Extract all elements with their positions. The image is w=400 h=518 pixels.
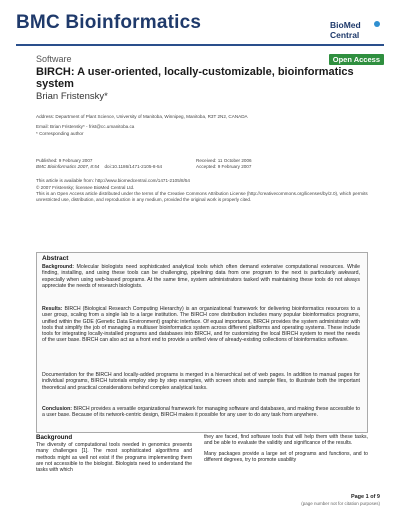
copyright-line: © 2007 Fristensky; licensee BioMed Central Ltd. [36,185,135,190]
publication-info [36,158,162,170]
doi-text: doi:10.1186/1471-2105-8-54 [104,164,163,170]
author-affiliation: Address: Department of Plant Science, University of Manitoba, Winnipeg, Manitoba, R3T 2N2, CANADA [36,114,248,119]
article-url[interactable]: This article is available from: http://www.biomedcentral.com/1471-2105/8/54 [36,178,190,183]
results-label: Results: [42,306,63,312]
logo-dot-icon [374,21,380,27]
body-paragraph: The diversity of computational tools needed in genomics presents many challenges [1]. The most sophisticated algorithms and methods might as well not exist if the programs implementing them are not accessible to the biologist. Biologists need to understand the tasks with which [36,442,192,474]
page-note: (page number not for citation purposes) [301,501,380,506]
publisher-logo-text: BioMed Central [330,20,361,40]
article-title: BIRCH: A user-oriented, locally-customizable, bioinformatics system [36,66,354,90]
page-number: Page 1 of 9 [350,494,380,500]
body-column-right [204,434,368,463]
conclusion-text: BIRCH provides a versatile organizational framework for managing software and databases, and making these accessible to a user base. Because of its network-centric design, BIRCH makes it possible for any user to do any task from anywhere. [42,406,360,419]
journal-title: BMC Bioinformatics [16,12,202,33]
author-name: Brian Fristensky* [36,91,108,102]
author-email: Email: Brian Fristensky* - frist@cc.umanitoba.ca [36,124,135,129]
citation-text: BMC Bioinformatics 2007, 8:54 [36,164,100,170]
abstract-documentation: Documentation for the BIRCH and locally-added programs is merged in a hierarchical set of web pages. In addition to manual pages for individual programs, BIRCH tutorials employ step by step examples, with screen shots and sample files, to illustrate both the important theoretical and practical considerations behind complex analytical tasks. [42,372,360,391]
citation-line [36,164,162,170]
body-paragraph: Many packages provide a large set of programs and functions, and to different degrees, try to promote usability [204,450,368,463]
abstract-conclusion [42,406,360,419]
copyright-block [36,185,376,204]
header-rule [16,44,384,46]
section-heading: Background [36,434,73,441]
review-dates [196,158,252,170]
background-text: Molecular biologists need sophisticated analytical tools which often demand extensive computational resources. While finding, installing, and using these tools can be challenging, pipelining data from one program to the next is particularly awkward, especially when using web-based programs. At the same time, system administrators tasked with maintaining these tools do not always appreciate the needs of research biologists. [42,264,360,289]
background-label: Background: [42,264,74,270]
received-date: Received: 11 October 2006 [196,158,252,163]
abstract-background [42,264,360,289]
accepted-date: Accepted: 9 February 2007 [196,164,252,170]
abstract-heading: Abstract [42,255,69,262]
corresponding-note: * Corresponding author [36,131,84,136]
article-type: Software [36,54,72,64]
open-access-badge: Open Access [329,54,384,65]
conclusion-label: Conclusion: [42,406,72,412]
abstract-results [42,306,360,344]
body-column-left [36,434,192,473]
body-paragraph: they are faced, find software tools that will help them with these tasks, and be able to evaluate the validity and significance of the results. [204,434,368,447]
publisher-logo [330,17,384,40]
results-text: BIRCH (Biological Research Computing Hierarchy) is an organizational framework for delivering bioinformatics resources to a user group, scaling from a single lab to a large institution. The BIRCH core distribution includes many popular bioinformatics programs, unified within the GDE (Genetic Data Environment) graphic interface. Of equal importance, BIRCH provides the system administrator with tools that simplify the job of managing a multiuser bioinformatics system across different platforms and operating systems. These include tools for integrating locally-installed programs and databases into BIRCH, and for customizing the local BIRCH system to meet the needs of the user base. BIRCH can also act as a front end to provide a unified view of already-existing collections of bioinformatics software. [42,306,360,344]
published-date: Published: 9 February 2007 [36,158,93,163]
license-text: This is an Open Access article distributed under the terms of the Creative Commons Attribution License (http://creativecommons.org/licenses/by/2.0), which permits unrestricted use, distribution, and reproduction in any medium, provided the original work is properly cited. [36,191,368,203]
